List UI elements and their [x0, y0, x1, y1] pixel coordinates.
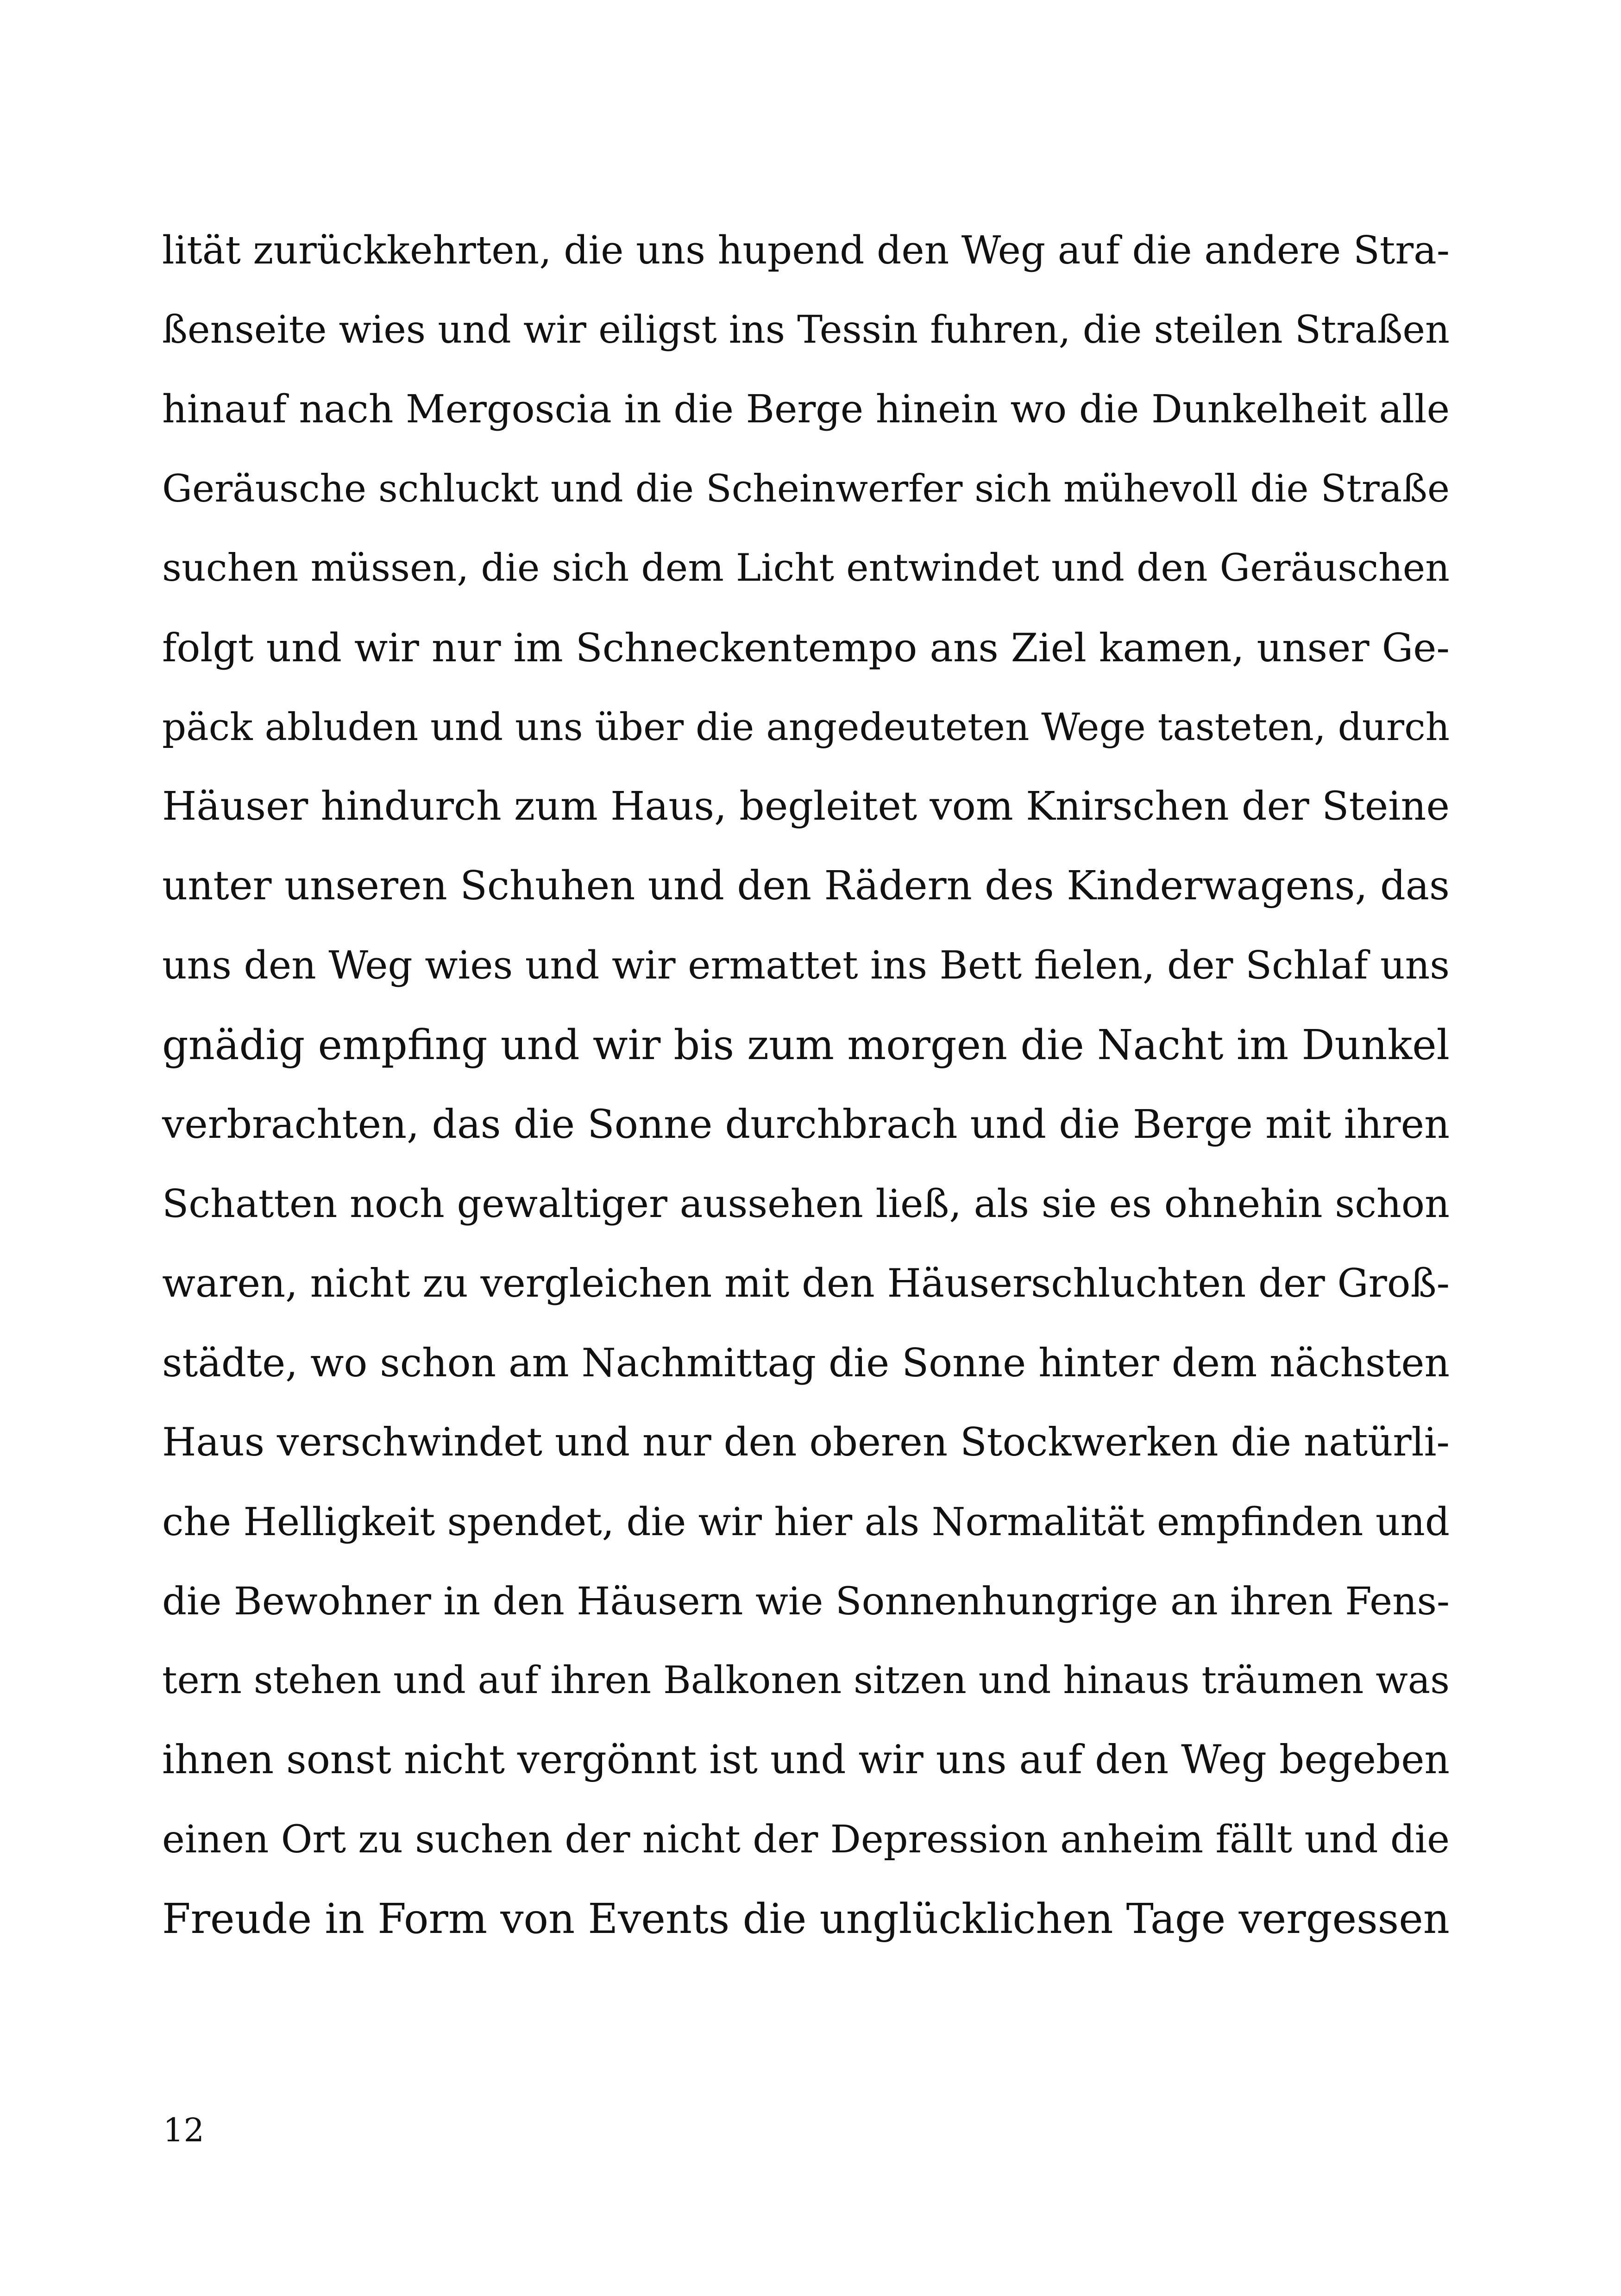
text-line: verbrachten, das die Sonne durchbrach und die Berge mit ihren: [162, 1101, 1450, 1148]
text-line: päck abluden und uns über die angedeuteten Wege tasteten, durch: [162, 705, 1450, 749]
page-number: 12: [163, 2111, 205, 2149]
text-line: che Helligkeit spendet, die wir hier als Normalität empfinden und: [162, 1499, 1450, 1544]
text-line: unter unseren Schuhen und den Rädern des Kinderwagens, das: [162, 862, 1450, 909]
text-line: einen Ort zu suchen der nicht der Depression anheim fällt und die: [162, 1817, 1450, 1862]
text-line: ihnen sonst nicht vergönnt ist und wir uns auf den Weg begeben: [162, 1737, 1450, 1783]
text-line: hinauf nach Mergoscia in die Berge hinein wo die Dunkelheit alle: [162, 386, 1450, 432]
text-line: städte, wo schon am Nachmittag die Sonne hinter dem nächsten: [162, 1340, 1450, 1386]
text-line: tern stehen und auf ihren Balkonen sitzen und hinaus träumen was: [162, 1658, 1450, 1702]
text-line: folgt und wir nur im Schneckentempo ans Ziel kamen, unser Ge-: [162, 624, 1450, 671]
text-line: die Bewohner in den Häusern wie Sonnenhungrige an ihren Fens-: [162, 1579, 1450, 1624]
body-text: [162, 211, 1450, 1959]
text-line: lität zurückkehrten, die uns hupend den Weg auf die andere Stra-: [162, 228, 1450, 273]
text-line: gnädig empfing und wir bis zum morgen die Nacht im Dunkel: [162, 1021, 1450, 1069]
text-line: suchen müssen, die sich dem Licht entwindet und den Geräuschen: [162, 546, 1450, 590]
text-line: uns den Weg wies und wir ermattet ins Bett fielen, der Schlaf uns: [162, 943, 1450, 988]
text-line: waren, nicht zu vergleichen mit den Häuserschluchten der Groß-: [162, 1260, 1450, 1306]
text-line: Geräusche schluckt und die Scheinwerfer sich mühevoll die Straße: [162, 466, 1450, 511]
text-line: Häuser hindurch zum Haus, begleitet vom Knirschen der Steine: [162, 784, 1450, 830]
text-line: ßenseite wies und wir eiligst ins Tessin fuhren, die steilen Straßen: [162, 307, 1450, 352]
text-line: Freude in Form von Events die unglücklichen Tage vergessen: [162, 1895, 1450, 1943]
text-line: Haus verschwindet und nur den oberen Stockwerken die natürli-: [162, 1419, 1450, 1465]
text-line: Schatten noch gewaltiger aussehen ließ, als sie es ohnehin schon: [162, 1181, 1450, 1227]
